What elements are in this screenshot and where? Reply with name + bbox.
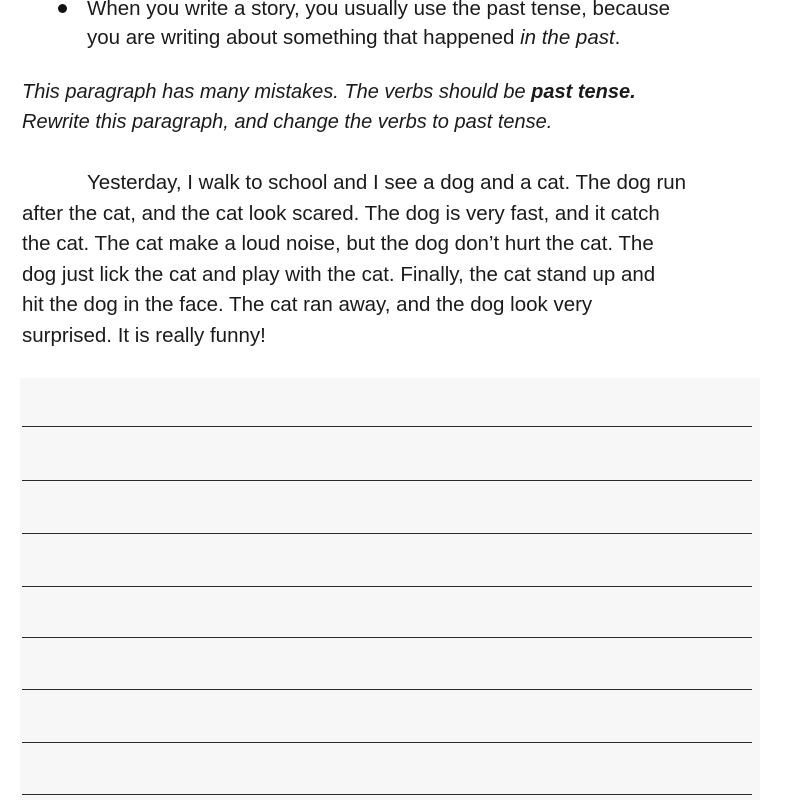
writing-line[interactable] — [22, 426, 752, 427]
bullet-icon — [58, 4, 67, 13]
story-line-3: the cat. The cat make a loud noise, but the dog don’t hurt the cat. The — [22, 232, 654, 255]
writing-line[interactable] — [22, 533, 752, 534]
bullet-line-2: you are writing about something that happened — [87, 26, 521, 49]
story-line-5: hit the dog in the face. The cat ran away, and the dog look very — [22, 293, 593, 316]
writing-line[interactable] — [22, 637, 752, 638]
writing-line[interactable] — [22, 586, 752, 587]
writing-line[interactable] — [22, 689, 752, 690]
story-line-6: surprised. It is really funny! — [22, 323, 266, 347]
writing-line[interactable] — [22, 794, 752, 795]
story-paragraph — [22, 168, 757, 351]
bullet-line-2-emphasis: in the past — [520, 26, 615, 49]
bullet-line-1: When you write a story, you usually use the past tense, because — [87, 0, 671, 20]
writing-line[interactable] — [22, 742, 752, 743]
bullet-line-2-end: . — [614, 26, 621, 49]
writing-line[interactable] — [22, 480, 752, 481]
instructions-bold: past tense. — [531, 81, 636, 103]
story-line-4: dog just lick the cat and play with the cat. Finally, the cat stand up and — [22, 262, 656, 286]
instructions-line-1: This paragraph has many mistakes. The verbs should be — [22, 81, 532, 103]
instructions — [22, 77, 782, 137]
writing-area[interactable] — [20, 378, 760, 800]
instructions-line-2: Rewrite this paragraph, and change the verbs to past tense. — [22, 111, 553, 133]
story-line-1: Yesterday, I walk to school and I see a dog and a cat. The dog run — [87, 171, 687, 194]
story-line-2: after the cat, and the cat look scared. The dog is very fast, and it catch — [22, 201, 660, 225]
bullet-text — [87, 0, 777, 52]
